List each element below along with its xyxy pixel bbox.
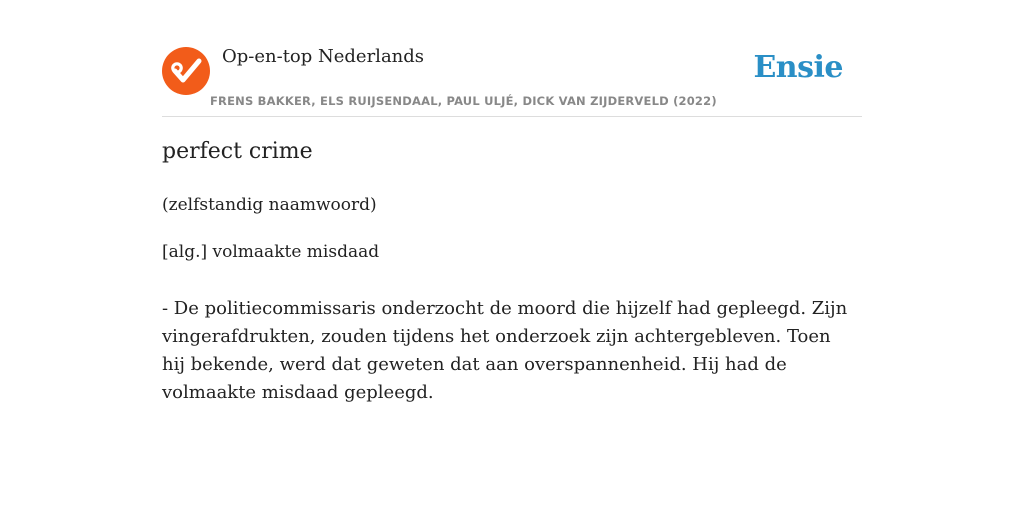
checkmark-circle-icon: [162, 47, 210, 95]
ensie-logo-link[interactable]: Ensie: [753, 50, 843, 85]
checkmark-icon: [162, 47, 210, 95]
entry-example: - De politiecommissaris onderzocht de moord die hijzelf had gepleegd. Zijn vingerafdrukten, zouden tijdens het onderzoek zijn achtergebleven. Toen hij bekende, werd dat geweten dat aan overspannenheid. Hij had de volmaakte misdaad gepleegd.: [162, 298, 848, 403]
source-header: [162, 0, 862, 117]
entry-definition: [alg.] volmaakte misdaad: [162, 242, 380, 262]
source-title[interactable]: Op-en-top Nederlands: [222, 46, 425, 67]
entry-card: [162, 0, 862, 512]
part-of-speech: (zelfstandig naamwoord): [162, 195, 377, 215]
source-authors: FRENS BAKKER, ELS RUIJSENDAAL, PAUL ULJÉ, DICK VAN ZIJDERVELD (2022): [210, 94, 717, 108]
entry-term: perfect crime: [162, 139, 313, 164]
